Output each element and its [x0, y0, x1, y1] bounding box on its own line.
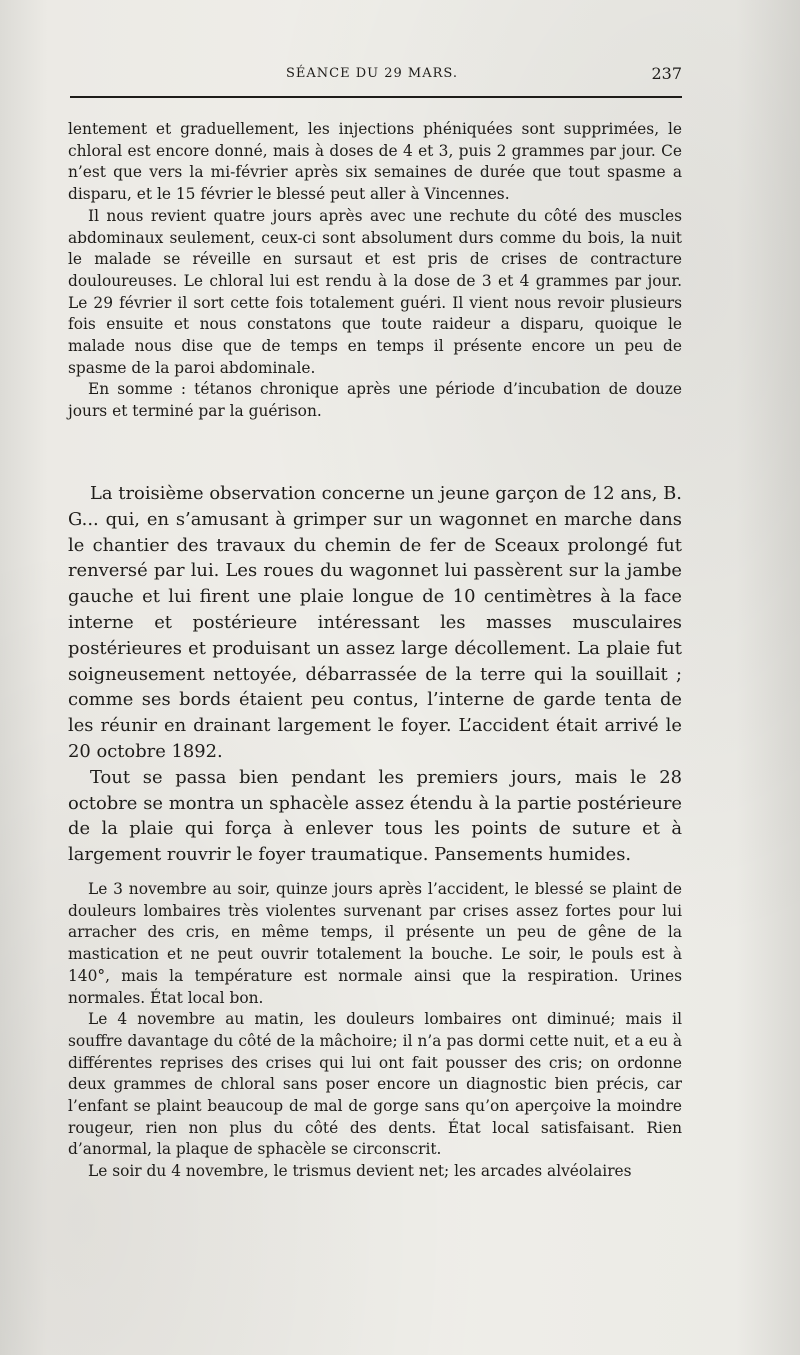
paragraph: Le soir du 4 novembre, le trismus devient net; les arcades alvéolaires — [88, 1162, 632, 1181]
text-block-continuation — [68, 119, 682, 423]
page-number: 237 — [651, 64, 682, 83]
paragraph: En somme : tétanos chronique après une période d’incubation de douze jours et terminé par la guérison. — [68, 380, 682, 421]
paragraph: lentement et graduellement, les injections phéniquées sont supprimées, le chloral est encore donné, mais à doses de 4 et 3, puis 2 grammes par jour. Ce n’est que vers la mi-février après six semaines de durée que tout spasme a disparu, et le 15 février le blessé peut aller à Vincennes. — [68, 120, 682, 204]
running-head — [70, 64, 682, 86]
paragraph: Il nous revient quatre jours après avec une rechute du côté des muscles abdominaux seulement, ceux-ci sont absolument durs comme du bois, la nuit le malade se réveille en sursaut et est pris de crises de contracture douloureuses. Le chloral lui est rendu à la dose de 3 et 4 grammes par jour. Le 29 février il sort cette fois totalement guéri. Il vient nous revoir plusieurs fois ensuite et nous constatons que toute raideur a disparu, quoique le malade nous dise que de temps en temps il présente encore un peu de spasme de la paroi abdominale. — [68, 206, 682, 377]
text-block-third-observation — [68, 481, 682, 868]
text-block-clinical-notes — [68, 879, 682, 1183]
paragraph: Le 4 novembre au matin, les douleurs lombaires ont diminué; mais il souffre davantage du côté de la mâchoire; il n’a pas dormi cette nuit, et a eu à différentes reprises des crises qui lui ont fait pousser des cris; on ordonne deux grammes de chloral sans poser encore un diagnostic bien précis, car l’enfant se plaint beaucoup de mal de gorge sans qu’on aperçoive la moindre rougeur, rien non plus du côté des dents. État local satisfaisant. Rien d’anormal, la plaque de sphacèle se circonscrit. — [68, 1010, 682, 1159]
running-title: SÉANCE DU 29 MARS. — [286, 66, 458, 81]
header-rule — [70, 96, 682, 98]
paragraph: Tout se passa bien pendant les premiers jours, mais le 28 octobre se montra un sphacèle assez étendu à la partie postérieure de la plaie qui força à enlever tous les points de suture et à largement rouvrir le foyer traumatique. Pansements humides. — [68, 766, 682, 866]
paragraph: La troisième observation concerne un jeune garçon de 12 ans, B. G... qui, en s’amusant à grimper sur un wagonnet en marche dans le chantier des travaux du chemin de fer de Sceaux prolongé fut renversé par lui. Les roues du wagonnet lui passèrent sur la jambe gauche et lui firent une plaie longue de 10 centimètres à la face interne et postérieure intéressant les masses musculaires postérieures et produisant un assez large décollement. La plaie fut soigneusement nettoyée, débarrassée de la terre qui la souillait ; comme ses bords étaient peu contus, l’interne de garde tenta de les réunir en drainant largement le foyer. L’accident était arrivé le 20 octobre 1892. — [68, 483, 682, 762]
paragraph: Le 3 novembre au soir, quinze jours après l’accident, le blessé se plaint de douleurs lombaires très violentes survenant par crises assez fortes pour lui arracher des cris, en même temps, il présente un peu de gêne de la mastication et ne peut ouvrir totalement la bouche. Le soir, le pouls est à 140°, mais la température est normale ainsi que la respiration. Urines normales. État local bon. — [68, 880, 682, 1007]
